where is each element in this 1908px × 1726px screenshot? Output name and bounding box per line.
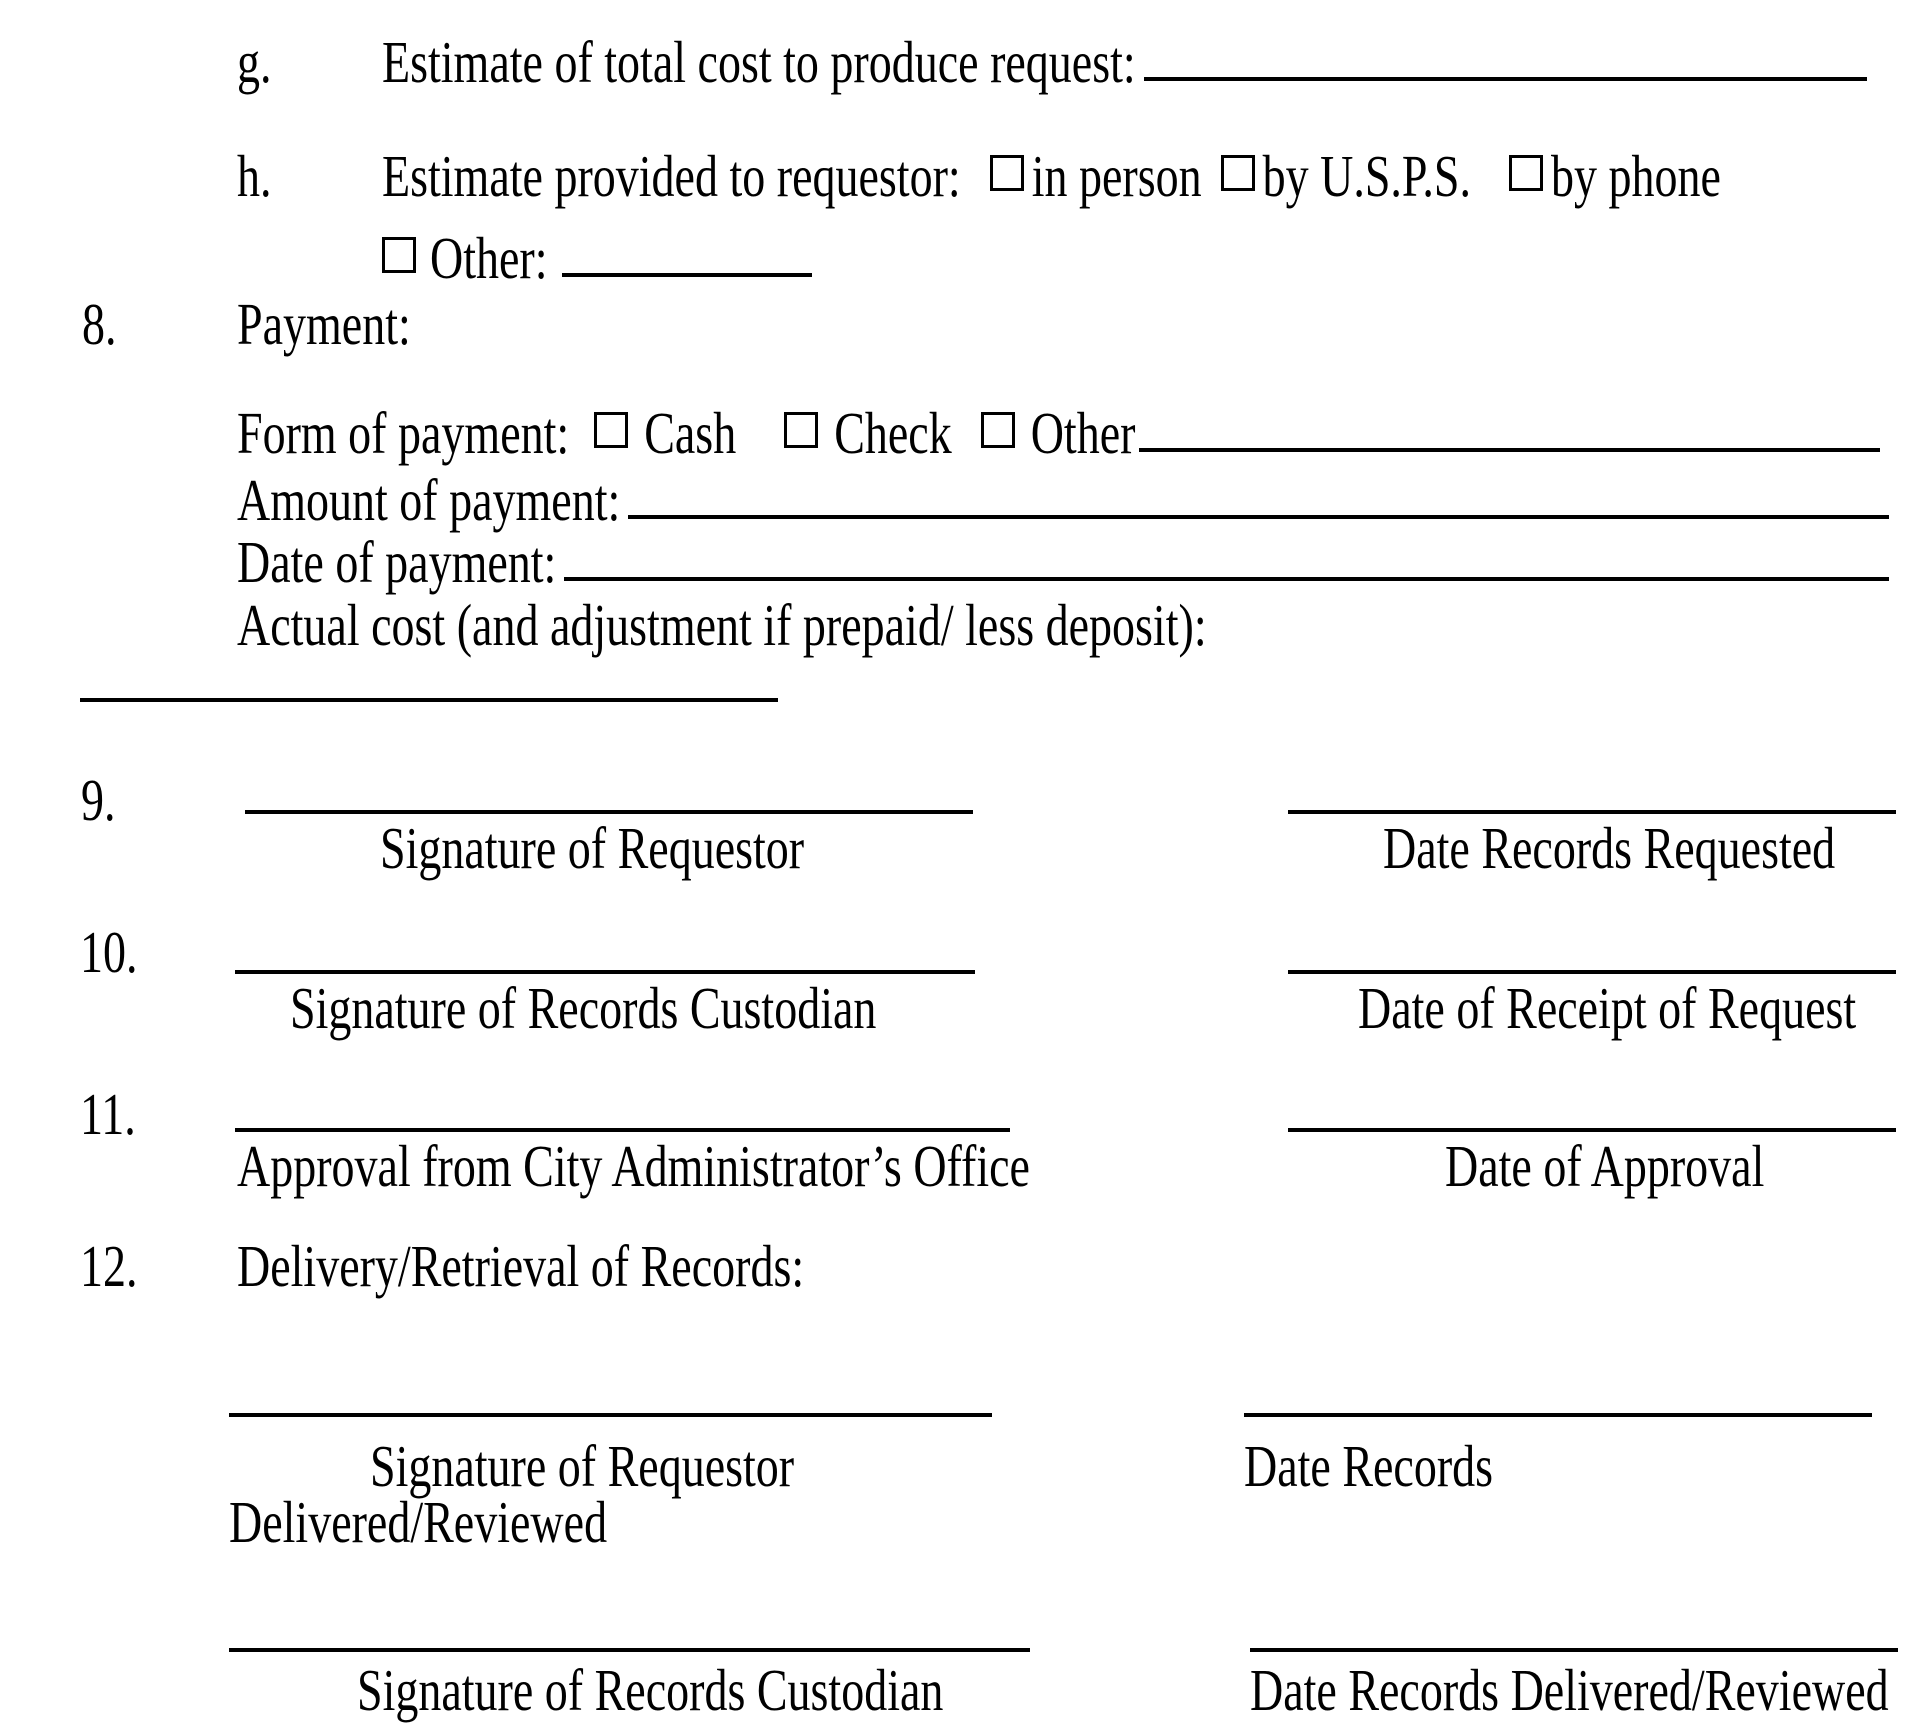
delivery-signature-requestor-line[interactable] — [229, 1413, 992, 1417]
checkbox-in-person[interactable] — [990, 155, 1024, 191]
option-by-phone-label: by phone — [1550, 143, 1721, 209]
item-h-label: Estimate provided to requestor: — [382, 143, 961, 209]
delivery-date-delivered-label: Date Records Delivered/Reviewed — [1250, 1657, 1889, 1723]
other-payment-field[interactable] — [1139, 448, 1880, 452]
amount-of-payment-field[interactable] — [628, 515, 1889, 519]
checkbox-other-payment[interactable] — [981, 412, 1015, 448]
item-9-number: 9. — [81, 767, 116, 833]
signature-of-requestor-label: Signature of Requestor — [380, 815, 805, 881]
option-in-person-label: in person — [1031, 143, 1202, 209]
option-cash-label: Cash — [644, 400, 737, 466]
delivery-date-records-label-wrap: Delivered/Reviewed — [229, 1489, 608, 1555]
date-of-receipt-label: Date of Receipt of Request — [1358, 975, 1857, 1041]
date-records-requested-label: Date Records Requested — [1383, 815, 1836, 881]
item-10-number: 10. — [80, 919, 138, 985]
option-check-label: Check — [834, 400, 952, 466]
delivery-date-records-line[interactable] — [1244, 1413, 1872, 1417]
checkbox-cash[interactable] — [594, 412, 628, 448]
delivery-signature-requestor-label: Signature of Requestor — [370, 1433, 795, 1499]
actual-cost-label: Actual cost (and adjustment if prepaid/ less deposit): — [237, 592, 1207, 658]
item-11-number: 11. — [80, 1081, 136, 1147]
checkbox-by-usps[interactable] — [1221, 155, 1255, 191]
item-h-letter: h. — [237, 143, 272, 209]
option-other-payment-label: Other — [1030, 400, 1136, 466]
checkbox-by-phone[interactable] — [1509, 155, 1543, 191]
item-h-other-row — [382, 224, 812, 291]
date-of-payment-label: Date of payment: — [237, 529, 557, 595]
date-of-approval-label: Date of Approval — [1445, 1133, 1765, 1199]
delivery-date-delivered-line[interactable] — [1250, 1648, 1898, 1652]
delivery-signature-custodian-line[interactable] — [229, 1648, 1030, 1652]
item-8-number: 8. — [82, 291, 117, 357]
amount-of-payment-label: Amount of payment: — [237, 467, 621, 533]
item-g-letter: g. — [237, 29, 272, 95]
item-g-label: Estimate of total cost to produce request: — [382, 29, 1136, 95]
item-h-row — [382, 142, 1721, 209]
item-8-title: Payment: — [237, 291, 411, 357]
checkbox-check[interactable] — [784, 412, 818, 448]
date-of-payment-field[interactable] — [564, 577, 1889, 581]
other-estimate-field[interactable] — [562, 273, 812, 277]
date-of-payment-row — [237, 528, 1889, 595]
form-of-payment-label: Form of payment: — [237, 400, 570, 466]
item-g-row — [382, 28, 1867, 95]
signature-of-records-custodian-label: Signature of Records Custodian — [290, 975, 877, 1041]
option-by-usps-label: by U.S.P.S. — [1262, 143, 1471, 209]
approval-label: Approval from City Administrator’s Office — [237, 1133, 1030, 1199]
item-12-number: 12. — [80, 1233, 138, 1299]
checkbox-other-estimate[interactable] — [382, 237, 416, 273]
amount-of-payment-row — [237, 466, 1889, 533]
form-of-payment-row — [237, 399, 1880, 466]
other-estimate-label: Other: — [430, 225, 548, 291]
delivery-date-records-label: Date Records — [1244, 1433, 1494, 1499]
actual-cost-field[interactable] — [80, 698, 778, 702]
estimate-total-cost-field[interactable] — [1144, 77, 1867, 81]
delivery-signature-custodian-label: Signature of Records Custodian — [357, 1657, 944, 1723]
item-12-title: Delivery/Retrieval of Records: — [237, 1233, 805, 1299]
